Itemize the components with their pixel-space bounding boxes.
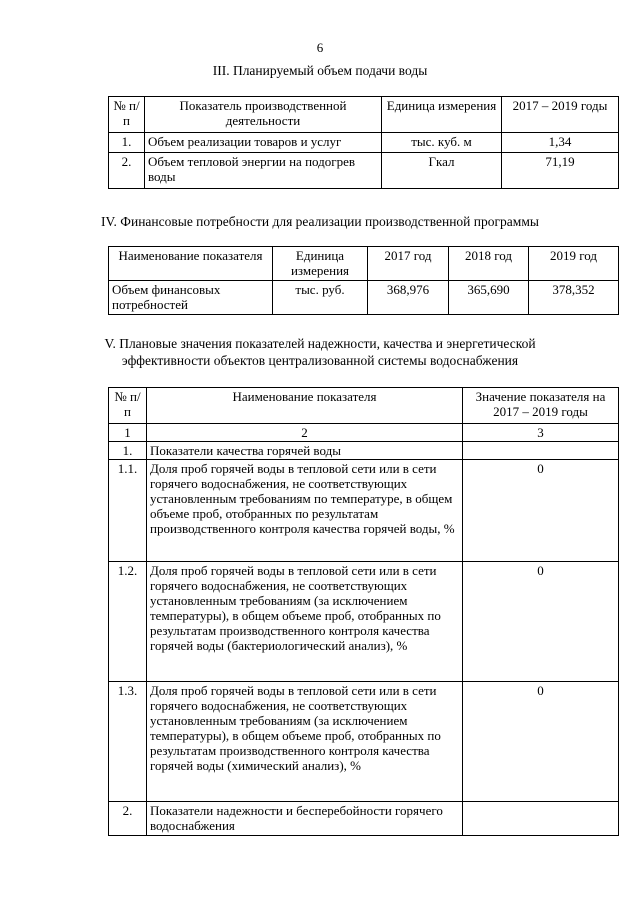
row-value: 71,19	[502, 153, 619, 189]
row-value	[463, 442, 619, 460]
header-2018: 2018 год	[449, 247, 529, 281]
table-header-row	[109, 97, 619, 133]
header-unit: Единица измерения	[273, 247, 368, 281]
row-value: 0	[463, 460, 619, 562]
row-num: 2.	[109, 153, 145, 189]
row-name: Доля проб горячей воды в тепловой сети или в сети горячего водоснабжения, не соответствующих установленным требованиям по температуре, в общем объеме проб, отобранных по результатам производственного контроля качества горячей воды, %	[147, 460, 463, 562]
section-3-title: III. Планируемый объем подачи воды	[212, 63, 428, 78]
header-2019: 2019 год	[529, 247, 619, 281]
table-header-row	[109, 247, 619, 281]
row-num: 1.1.	[109, 460, 147, 562]
row-name: Объем тепловой энергии на подогрев воды	[145, 153, 382, 189]
row-name: Объем реализации товаров и услуг	[145, 133, 382, 153]
col-number-2: 2	[147, 424, 463, 442]
row-name: Доля проб горячей воды в тепловой сети или в сети горячего водоснабжения, не соответствующих установленным требованиям (за исключением температуры), в общем объеме проб, отобранных по результатам производственного контроля качества горячей воды (бактериологический анализ), %	[147, 562, 463, 682]
section-4-title: IV. Финансовые потребности для реализации производственной программы	[101, 214, 539, 229]
header-unit: Единица измерения	[382, 97, 502, 133]
column-number-row	[109, 424, 619, 442]
row-num: 1.	[109, 133, 145, 153]
header-num: № п/п	[109, 97, 145, 133]
table-row	[109, 562, 619, 682]
row-unit: тыс. куб. м	[382, 133, 502, 153]
row-value: 0	[463, 562, 619, 682]
page-number: 6	[316, 40, 324, 55]
row-value	[463, 802, 619, 836]
row-name: Показатели надежности и бесперебойности горячего водоснабжения	[147, 802, 463, 836]
table-row	[109, 153, 619, 189]
section-5-title-line-2: эффективности объектов централизованной системы водоснабжения	[121, 353, 519, 368]
row-value: 1,34	[502, 133, 619, 153]
row-name: Доля проб горячей воды в тепловой сети или в сети горячего водоснабжения, не соответствующих установленным требованиям (за исключением температуры), в общем объеме проб, отобранных по результатам производственного контроля качества горячей воды (химический анализ), %	[147, 682, 463, 802]
row-unit: тыс. руб.	[273, 281, 368, 315]
col-number-3: 3	[463, 424, 619, 442]
header-name: Наименование показателя	[109, 247, 273, 281]
reliability-indicators-table	[108, 387, 619, 836]
water-supply-table	[108, 96, 619, 189]
financial-needs-table	[108, 246, 619, 315]
table-row	[109, 442, 619, 460]
row-num: 1.3.	[109, 682, 147, 802]
header-indicator: Показатель производственной деятельности	[145, 97, 382, 133]
header-name: Наименование показателя	[147, 388, 463, 424]
row-value-2018: 365,690	[449, 281, 529, 315]
row-value: 0	[463, 682, 619, 802]
table-row	[109, 460, 619, 562]
row-value-2017: 368,976	[368, 281, 449, 315]
row-name: Показатели качества горячей воды	[147, 442, 463, 460]
table-header-row	[109, 388, 619, 424]
table-row	[109, 682, 619, 802]
row-unit: Гкал	[382, 153, 502, 189]
table-row	[109, 133, 619, 153]
row-num: 1.	[109, 442, 147, 460]
section-5-title-line-1: V. Плановые значения показателей надежности, качества и энергетической	[104, 336, 536, 351]
header-num: № п/п	[109, 388, 147, 424]
header-years: 2017 – 2019 годы	[502, 97, 619, 133]
header-2017: 2017 год	[368, 247, 449, 281]
row-num: 2.	[109, 802, 147, 836]
table-row	[109, 802, 619, 836]
row-name: Объем финансовых потребностей	[109, 281, 273, 315]
row-value-2019: 378,352	[529, 281, 619, 315]
table-row	[109, 281, 619, 315]
col-number-1: 1	[109, 424, 147, 442]
header-value: Значение показателя на 2017 – 2019 годы	[463, 388, 619, 424]
row-num: 1.2.	[109, 562, 147, 682]
